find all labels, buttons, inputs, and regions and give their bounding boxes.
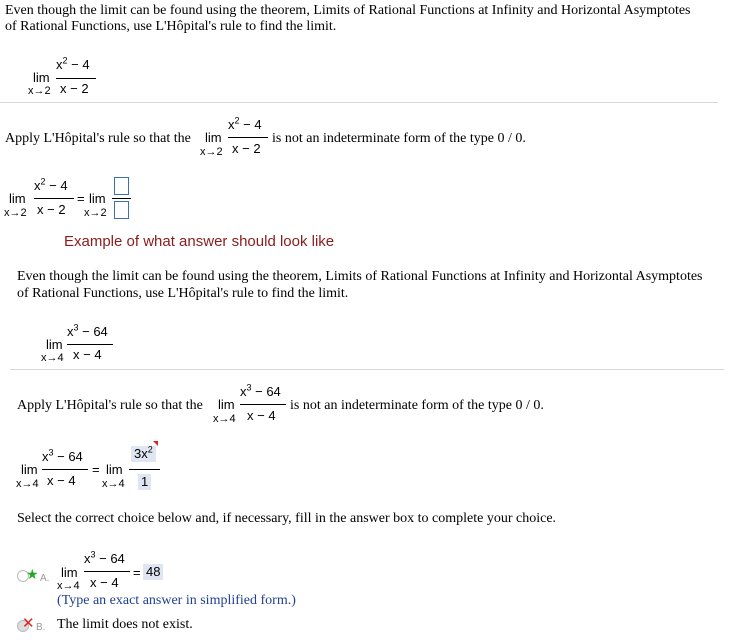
numerator-exponent: 2	[234, 115, 240, 126]
derivative-numerator-base: 3x	[134, 446, 148, 461]
lim-subscript: x→2	[4, 207, 27, 219]
choice-b-text: The limit does not exist.	[57, 617, 193, 632]
problem-text-line2: of Rational Functions, use L'Hôpital's rule to find the limit.	[5, 19, 337, 34]
fraction-bar	[112, 198, 131, 199]
numerator-base: x	[228, 117, 235, 132]
denominator: x − 2	[60, 81, 89, 96]
lim-label: lim	[106, 462, 123, 477]
lim-label: lim	[89, 191, 106, 206]
numerator-rest: − 4	[67, 57, 90, 72]
choice-b-letter: B.	[36, 622, 46, 633]
lim-subscript: x→4	[213, 413, 236, 425]
lim-label: lim	[61, 565, 78, 580]
numerator-exponent: 3	[73, 322, 79, 333]
equals-sign: =	[133, 565, 141, 580]
denominator: x − 4	[247, 408, 276, 423]
numerator-base: x	[67, 324, 74, 339]
denominator-answer[interactable]: 1	[138, 474, 151, 490]
example-apply-suffix: is not an indeterminate form of the type 0 / 0.	[290, 398, 544, 413]
lim-subscript: x→4	[102, 478, 125, 490]
lim-label: lim	[205, 130, 222, 145]
apply-suffix: is not an indeterminate form of the type 0 / 0.	[272, 131, 526, 146]
corner-flag-icon	[153, 441, 158, 446]
equals-sign: =	[92, 462, 100, 477]
fraction-bar	[84, 571, 130, 572]
fraction-bar	[56, 78, 96, 79]
apply-prefix: Apply L'Hôpital's rule so that the	[5, 131, 191, 146]
correct-star-icon: ★	[26, 566, 39, 582]
wrong-x-icon: ✕	[22, 615, 35, 632]
numerator-base: x	[84, 551, 91, 566]
fraction-bar	[34, 198, 74, 199]
denominator: x − 4	[73, 347, 102, 362]
numerator-exponent: 3	[90, 549, 96, 560]
fraction-bar	[67, 344, 113, 345]
lim-subscript: x→4	[16, 478, 39, 490]
choice-a-letter: A.	[40, 573, 50, 584]
lim-label: lim	[218, 397, 235, 412]
numerator-answer[interactable]	[131, 446, 156, 462]
lim-subscript: x→2	[84, 207, 107, 219]
equals-sign: =	[77, 191, 85, 206]
choice-a-hint: (Type an exact answer in simplified form.)	[57, 593, 296, 608]
numerator-rest: − 4	[239, 117, 262, 132]
numerator-rest: − 64	[78, 324, 108, 339]
numerator-base: x	[240, 384, 247, 399]
fraction-bar	[129, 469, 160, 470]
lim-subscript: x→2	[200, 146, 223, 158]
denominator: x − 2	[232, 141, 261, 156]
numerator-exponent: 2	[62, 55, 68, 66]
numerator-rest: − 64	[95, 551, 125, 566]
numerator-rest: − 4	[45, 178, 68, 193]
denominator: x − 4	[90, 575, 119, 590]
lim-label: lim	[9, 191, 26, 206]
numerator-exponent: 3	[48, 447, 54, 458]
numerator-rest: − 64	[53, 449, 83, 464]
numerator-rest: − 64	[251, 384, 281, 399]
divider	[10, 369, 724, 370]
numerator-base: x	[34, 178, 41, 193]
lim-label: lim	[33, 70, 50, 85]
example-apply-prefix: Apply L'Hôpital's rule so that the	[17, 398, 203, 413]
example-text-line2: of Rational Functions, use L'Hôpital's rule to find the limit.	[17, 286, 349, 301]
problem-text-line1: Even though the limit can be found using the theorem, Limits of Rational Functions at Infinity and Horizontal Asymptotes	[5, 3, 691, 18]
lim-label: lim	[46, 337, 63, 352]
divider	[0, 102, 718, 103]
denominator-answer-box[interactable]	[114, 201, 129, 219]
numerator-base: x	[42, 449, 49, 464]
fraction-bar	[228, 137, 268, 138]
numerator-base: x	[56, 57, 63, 72]
fraction-bar	[42, 469, 88, 470]
numerator-answer-box[interactable]	[114, 177, 129, 195]
derivative-numerator-exponent: 2	[147, 444, 153, 455]
denominator: x − 4	[47, 473, 76, 488]
lim-subscript: x→4	[41, 352, 64, 364]
example-label: Example of what answer should look like	[64, 233, 335, 250]
example-text-line1: Even though the limit can be found using the theorem, Limits of Rational Functions at Infinity and Horizontal Asymptotes	[17, 269, 703, 284]
lim-label: lim	[21, 462, 38, 477]
lim-subscript: x→2	[28, 85, 51, 97]
fraction-bar	[240, 404, 286, 405]
lim-subscript: x→4	[57, 580, 80, 592]
numerator-exponent: 3	[246, 382, 252, 393]
denominator: x − 2	[37, 202, 66, 217]
choice-a-answer[interactable]: 48	[143, 564, 163, 580]
select-instruction: Select the correct choice below and, if necessary, fill in the answer box to complete your choice.	[17, 511, 557, 526]
numerator-exponent: 2	[40, 176, 46, 187]
